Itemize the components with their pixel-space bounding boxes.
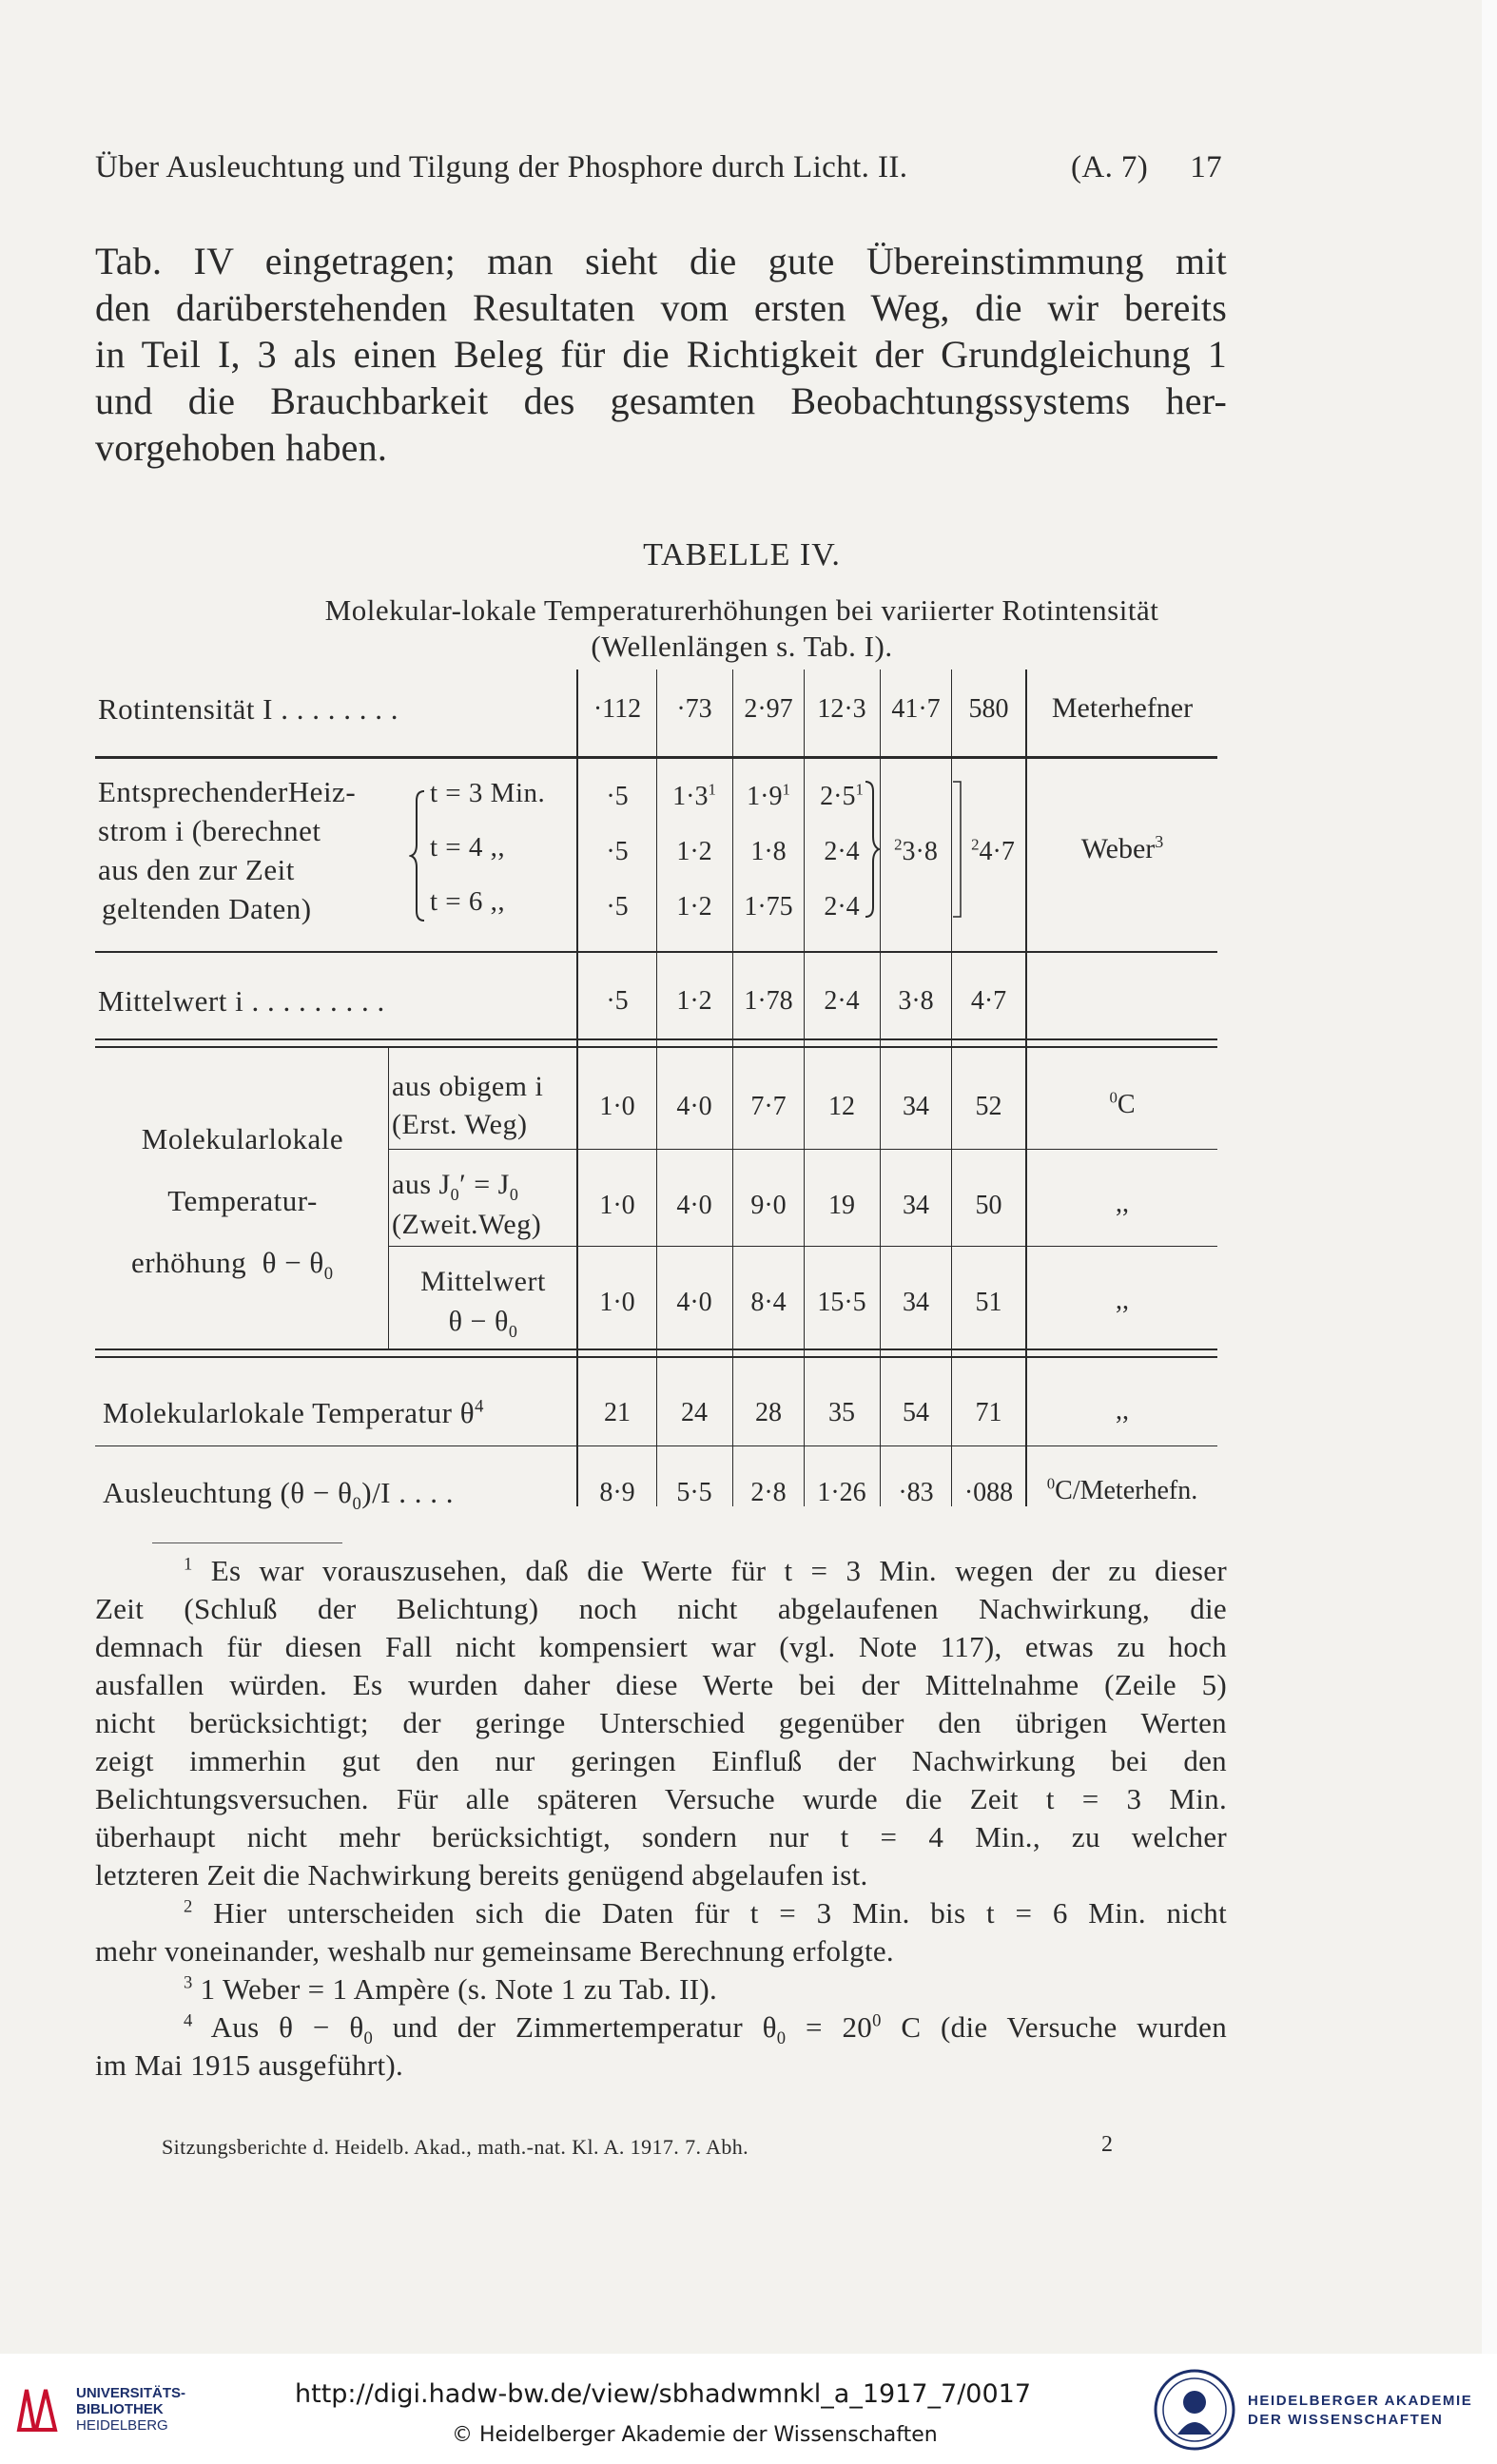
row-label-line: geltenden Daten) (102, 892, 312, 925)
table-cell: 1·75 (744, 892, 793, 922)
table-cell: 1·0 (599, 1092, 635, 1121)
footnotes (95, 1552, 1227, 2085)
table-cell: 2·8 (750, 1478, 787, 1507)
table-column-rule (388, 1046, 389, 1348)
table-cell: 35 (828, 1398, 855, 1427)
running-header (95, 150, 1222, 185)
table-cell: 71 (975, 1398, 1002, 1427)
table-cell: ·73 (676, 694, 712, 724)
footnote-line: überhaupt nicht mehr berücksichtigt, sondern nur t = 4 Min., zu welcher (95, 1820, 1227, 1853)
table-cell: ·088 (963, 1478, 1014, 1507)
table-unit: $^0$C (1109, 1088, 1136, 1119)
row-sublabel: t = 6 ,, (430, 886, 506, 917)
table-cell: ·5 (606, 837, 629, 866)
footnote-line: im Mai 1915 ausgeführt). (95, 2048, 404, 2082)
row-sublabel-line: (Erst. Weg) (392, 1109, 528, 1140)
row-label-line: strom i (berechnet (98, 814, 321, 847)
table-unit: ,, (1116, 1189, 1129, 1218)
table-cell: 34 (903, 1191, 929, 1220)
table-caption (0, 592, 1484, 665)
row-label: Molekularlokale Temperatur $\theta^4$ (103, 1396, 484, 1429)
table-cell: 34 (903, 1288, 929, 1317)
body-line: in Teil I, 3 als einen Beleg für die Richtigkeit der Grundgleichung 1 (95, 333, 1227, 376)
table-cell-merged: $^2$4·7 (971, 835, 1015, 866)
publication-footer: Sitzungsberichte d. Heidelb. Akad., math.-nat. Kl. A. 1917. 7. Abh. (162, 2135, 749, 2159)
table-rule (388, 1246, 1217, 1247)
table-cell: 12 (828, 1092, 855, 1121)
table-cell: 24 (681, 1398, 708, 1427)
table-cell: 2·4 (824, 892, 860, 922)
table-cell: 4·0 (676, 1288, 712, 1317)
table-cell: 8·4 (750, 1288, 787, 1317)
table-unit: $^0$C/Meterhefn. (1046, 1474, 1198, 1505)
body-line: und die Brauchbarkeit des gesamten Beobachtungssystems her- (95, 379, 1227, 422)
row-label-line: Molekularlokale (141, 1122, 344, 1155)
body-line: Tab. IV eingetragen; man sieht die gute Übereinstimmung mit (95, 240, 1227, 282)
table-cell: 34 (903, 1092, 929, 1121)
table-cell: ·5 (606, 986, 629, 1016)
page-edge (1482, 0, 1497, 2354)
table-cell: 2·97 (744, 694, 793, 724)
table-cell: ·112 (593, 694, 642, 724)
copyright-notice: © Heidelberger Akademie der Wissenschaften (452, 2423, 938, 2447)
footnote-line: zeigt immerhin gut den nur geringen Einfluß der Nachwirkung bei den (95, 1744, 1227, 1777)
academy-line: HEIDELBERGER AKADEMIE (1248, 2393, 1473, 2409)
table-cell: 1·0 (599, 1191, 635, 1220)
table-cell: 1·2 (676, 892, 712, 922)
row-sublabel-line: aus $J_0' = J_0$ (392, 1169, 519, 1204)
table-cell: 19 (828, 1191, 855, 1220)
table-unit: ,, (1116, 1396, 1129, 1426)
row-sublabel (392, 1165, 541, 1245)
row-label-line: Temperatur- (167, 1184, 318, 1217)
right-brace (862, 778, 883, 921)
table-unit: ,, (1116, 1286, 1129, 1315)
footnote-line: $^4$ Aus $\theta - \theta_0$ und der Zimmertemperatur $\theta_0 = 20^0$ C (die Versuche wurden (184, 2010, 1228, 2049)
university-library-logo (13, 2382, 61, 2435)
table-cell: 52 (975, 1092, 1002, 1121)
table-cell: 1·26 (817, 1478, 866, 1507)
row-label-line: EntsprechenderHeiz- (98, 775, 357, 808)
table-cell: 3·8 (898, 986, 934, 1016)
table-cell: 41·7 (891, 694, 941, 724)
footnote-line: nicht berücksichtigt; der geringe Unterschied gegenüber den übrigen Werten (95, 1706, 1227, 1739)
row-sublabel (407, 1262, 559, 1342)
table-cell: 8·9 (599, 1478, 635, 1507)
row-sublabel-line: aus obigem i (392, 1071, 544, 1102)
table-cell: 28 (755, 1398, 782, 1427)
sheet-number: 2 (1101, 2132, 1113, 2157)
table-cell: 15·5 (817, 1288, 866, 1317)
table-cell: 1·2 (676, 986, 712, 1016)
row-label (98, 772, 356, 928)
table-cell: $2\cdot 5^1$ (820, 780, 864, 811)
table-cell: 4·0 (676, 1191, 712, 1220)
body-line: vorgehoben haben. (95, 426, 388, 469)
table-cell: 4·7 (970, 986, 1007, 1016)
row-label-line: erhöhung $\theta - \theta_0$ (131, 1246, 334, 1285)
permalink-url[interactable]: http://digi.hadw-bw.de/view/sbhadwmnkl_a_1917_7/0017 (295, 2379, 1032, 2409)
table-cell: 4·0 (676, 1092, 712, 1121)
table-unit: Meterhefner (1051, 692, 1194, 724)
footnote-line: Belichtungsversuchen. Für alle späteren Versuche wurde die Zeit t = 3 Min. (95, 1782, 1227, 1815)
table-cell: $1\cdot 3^1$ (672, 780, 716, 811)
table-caption-line: Molekular-lokale Temperaturerhöhungen bei variierter Rotintensität (324, 593, 1159, 627)
table-column-rule (804, 669, 805, 1506)
university-library-name (76, 2385, 185, 2434)
table-cell: $1\cdot 9^1$ (747, 780, 790, 811)
footnote-line: Zeit (Schluß der Belichtung) noch nicht abgelaufenen Nachwirkung, die (95, 1592, 1227, 1625)
footnote-separator (152, 1542, 342, 1543)
body-line: den darüberstehenden Resultaten vom ersten Weg, die wir bereits (95, 286, 1227, 329)
row-group-label (105, 1108, 380, 1293)
table-column-rule (1025, 669, 1027, 1506)
ub-line: HEIDELBERG (76, 2417, 168, 2434)
table-cell: 54 (903, 1398, 929, 1427)
running-header-title: Über Ausleuchtung und Tilgung der Phosphore durch Licht. II. (95, 150, 908, 184)
table-cell: ·5 (606, 782, 629, 811)
table-cell: 1·2 (676, 837, 712, 866)
academy-name (1248, 2392, 1472, 2430)
footnote-line: mehr voneinander, weshalb nur gemeinsame Berechnung erfolgte. (95, 1934, 894, 1968)
footnote-line: $^1$ Es war vorauszusehen, daß die Werte für t = 3 Min. wegen der zu dieser (184, 1554, 1227, 1587)
table-cell: 7·7 (750, 1092, 787, 1121)
table-cell-merged: $^2$3·8 (894, 835, 938, 866)
table-cell: 1·78 (744, 986, 793, 1016)
row-sublabel-line: (Zweit.Weg) (392, 1209, 542, 1240)
left-brace (409, 789, 428, 922)
table-caption-line: (Wellenlängen s. Tab. I). (591, 630, 893, 663)
table-cell: 50 (975, 1191, 1002, 1220)
footnote-line: $^3$ 1 Weber = 1 Ampère (s. Note 1 zu Tab. II). (184, 1972, 718, 2006)
table-unit: Weber$^3$ (1080, 832, 1164, 864)
table-title: TABELLE IV. (643, 537, 841, 572)
table-cell: 21 (604, 1398, 631, 1427)
ub-line: BIBLIOTHEK (76, 2401, 164, 2417)
table-cell: 9·0 (750, 1191, 787, 1220)
table-cell: 51 (975, 1288, 1002, 1317)
table-cell: 2·4 (824, 986, 860, 1016)
table-cell: 1·0 (599, 1288, 635, 1317)
footnote-line: ausfallen würden. Es wurden daher diese Werte bei der Mittelnahme (Zeile 5) (95, 1668, 1227, 1701)
ub-line: UNIVERSITÄTS- (76, 2385, 186, 2401)
footnote-line: demnach für diesen Fall nicht kompensiert war (vgl. Note 117), etwas zu hoch (95, 1630, 1227, 1663)
body-paragraph (95, 238, 1227, 471)
table-cell: 5·5 (676, 1478, 712, 1507)
row-sublabel-line: Mittelwert (420, 1266, 546, 1297)
footnote-line: letzteren Zeit die Nachwirkung bereits genügend abgelaufen ist. (95, 1858, 868, 1892)
table-cell: 2·4 (824, 837, 860, 866)
table-cell: 580 (968, 694, 1009, 724)
footnote-line: $^2$ Hier unterscheiden sich die Daten für t = 3 Min. bis t = 6 Min. nicht (184, 1896, 1227, 1930)
table-cell: 12·3 (817, 694, 866, 724)
row-label-line: aus den zur Zeit (98, 853, 295, 886)
row-sublabel: t = 3 Min. (430, 778, 546, 808)
table-cell: ·83 (898, 1478, 934, 1507)
table-column-rule (576, 669, 578, 1506)
row-sublabel: t = 4 ,, (430, 832, 506, 863)
table-column-rule (656, 669, 657, 1506)
table-column-rule (732, 669, 733, 1506)
row-sublabel-line: $\theta - \theta_0$ (448, 1306, 518, 1341)
row-label: Mittelwert i . . . . . . . . . (98, 984, 385, 1018)
row-label: Ausleuchtung $(\theta - \theta_0)/I$ . . . . (103, 1476, 455, 1515)
running-header-page: 17 (1190, 150, 1222, 184)
table-cell: ·5 (606, 892, 629, 922)
table-cell: 1·8 (750, 837, 787, 866)
academy-seal-logo (1153, 2368, 1236, 2452)
running-header-ref: (A. 7) (1070, 150, 1149, 184)
table-rule (388, 1149, 1217, 1150)
row-sublabel (392, 1068, 543, 1144)
academy-line: DER WISSENSCHAFTEN (1248, 2412, 1444, 2428)
row-label: Rotintensität I . . . . . . . . (98, 692, 399, 726)
